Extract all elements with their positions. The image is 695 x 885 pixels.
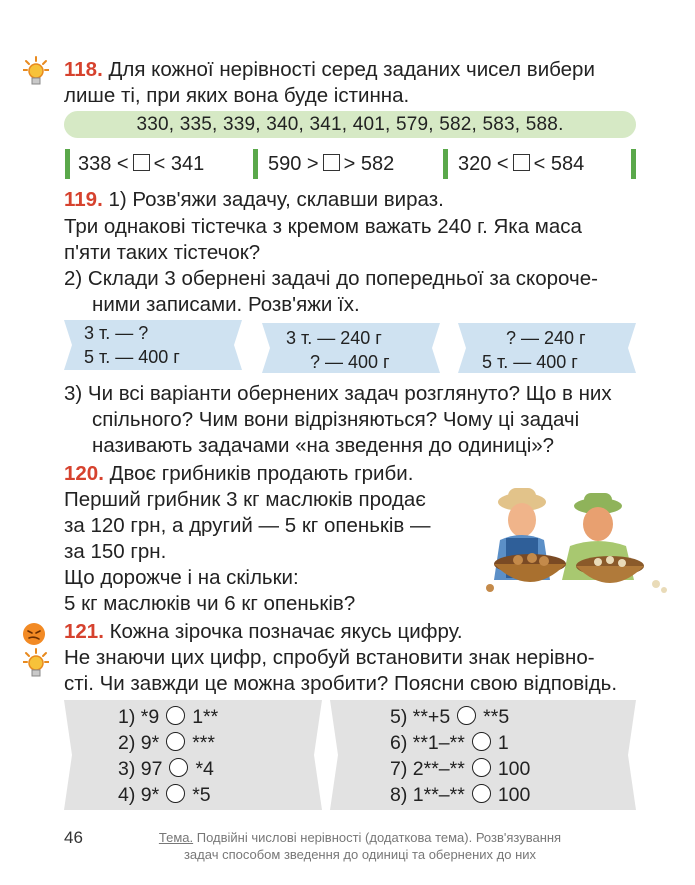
comparison-item: 5) **+5 **5 (390, 706, 510, 728)
comparison-item: 6) **1–** 1 (390, 732, 509, 754)
task119-line1: 1) Розв'яжи задачу, склавши вираз. (108, 188, 444, 211)
compare-circle[interactable] (166, 706, 185, 725)
inequality-3 (458, 149, 584, 179)
ineq3-right: < 584 (533, 153, 585, 175)
divider (443, 149, 448, 179)
comparison-list-left (118, 704, 218, 808)
task119-line8: називають задачами «на зведення до одиниці»? (92, 434, 555, 457)
comparison-item: 3) 97 *4 (118, 758, 214, 780)
topic-line1: Подвійні числові нерівності (додаткова тема). Розв'язування (196, 830, 562, 845)
footer-topic (110, 829, 610, 863)
task119-line4: 2) Склади 3 обернені задачі до попередньої за скороче- (64, 267, 598, 290)
comparison-list-right (390, 704, 530, 808)
task121-text (64, 620, 463, 644)
task120-number: 120. (64, 462, 104, 485)
task120-line6: 5 кг маслюків чи 6 кг опеньків? (64, 592, 356, 615)
comparison-item: 7) 2**–** 100 (390, 758, 531, 780)
blank-box[interactable] (133, 154, 150, 171)
comparison-item: 8) 1**–** 100 (390, 784, 531, 806)
blank-box[interactable] (323, 154, 340, 171)
card3-line2: 5 т. — 400 г (482, 352, 578, 372)
topic-line2: задач способом зведення до одиниці та обернених до них (183, 847, 537, 862)
compare-circle[interactable] (169, 758, 188, 777)
mushroom-sellers-illustration (470, 480, 675, 600)
topic-label: Тема. (158, 830, 194, 845)
lightbulb-icon (23, 56, 49, 90)
inequality-2 (268, 149, 394, 179)
task118-line2: лише ті, при яких вона буде істинна. (64, 84, 410, 107)
task120-text (64, 462, 413, 486)
compare-circle[interactable] (166, 732, 185, 751)
number-set-bar: 330, 335, 339, 340, 341, 401, 579, 582, 583, 588. (64, 111, 636, 138)
divider (65, 149, 70, 179)
task120-line1: Двоє грибників продають гриби. (109, 462, 414, 485)
task121-line2: Не знаючи цих цифр, спробуй встановити знак нерівно- (64, 646, 595, 669)
task119-number: 119. (64, 188, 103, 211)
ineq3-left: 320 < (458, 153, 509, 175)
task119-line6: 3) Чи всі варіанти обернених задач розглянуто? Що в них (64, 382, 612, 405)
ineq2-left: 590 > (268, 153, 319, 175)
task118-number: 118. (64, 58, 103, 81)
task119-text (64, 188, 444, 212)
task120-line3: за 120 грн, а другий — 5 кг опеньків — (64, 514, 431, 537)
compare-circle[interactable] (472, 758, 491, 777)
inequality-1 (78, 149, 204, 179)
comparison-item: 1) *9 1** (118, 706, 219, 728)
compare-circle[interactable] (472, 732, 491, 751)
task118-text (64, 58, 595, 82)
ineq2-right: > 582 (343, 153, 395, 175)
task119-line2: Три однакові тістечка з кремом важать 240 г. Яка маса (64, 215, 582, 238)
lightbulb-icon (23, 648, 49, 682)
comparison-item: 4) 9* *5 (118, 784, 211, 806)
task118-line1: Для кожної нерівності серед заданих чисел вибери (108, 58, 595, 81)
comparison-item: 2) 9* *** (118, 732, 215, 754)
task119-line3: п'яти таких тістечок? (64, 241, 261, 264)
task119-line7: спільного? Чим вони відрізняються? Чому ці задачі (92, 408, 580, 431)
task121-line3: сті. Чи завжди це можна зробити? Поясни свою відповідь. (64, 672, 618, 695)
task119-line5: ними записами. Розв'яжи їх. (92, 293, 360, 316)
blank-box[interactable] (513, 154, 530, 171)
divider (253, 149, 258, 179)
card1-line2: 5 т. — 400 г (84, 347, 180, 367)
card2-line2: ? — 400 г (310, 352, 390, 372)
divider (631, 149, 636, 179)
task120-line5: Що дорожче і на скільки: (64, 566, 299, 589)
task120-line2: Перший грибник 3 кг маслюків продає (64, 488, 426, 511)
page-number: 46 (64, 828, 83, 847)
ineq1-left: 338 < (78, 153, 129, 175)
card1-line1: 3 т. — ? (84, 323, 149, 343)
ineq1-right: < 341 (153, 153, 205, 175)
task120-line4: за 150 грн. (64, 540, 167, 563)
compare-circle[interactable] (457, 706, 476, 725)
task121-number: 121. (64, 620, 104, 643)
thinking-face-icon (22, 622, 46, 646)
card2-line1: 3 т. — 240 г (286, 328, 382, 348)
compare-circle[interactable] (166, 784, 185, 803)
card3-line1: ? — 240 г (506, 328, 586, 348)
task121-line1: Кожна зірочка позначає якусь цифру. (109, 620, 463, 643)
compare-circle[interactable] (472, 784, 491, 803)
